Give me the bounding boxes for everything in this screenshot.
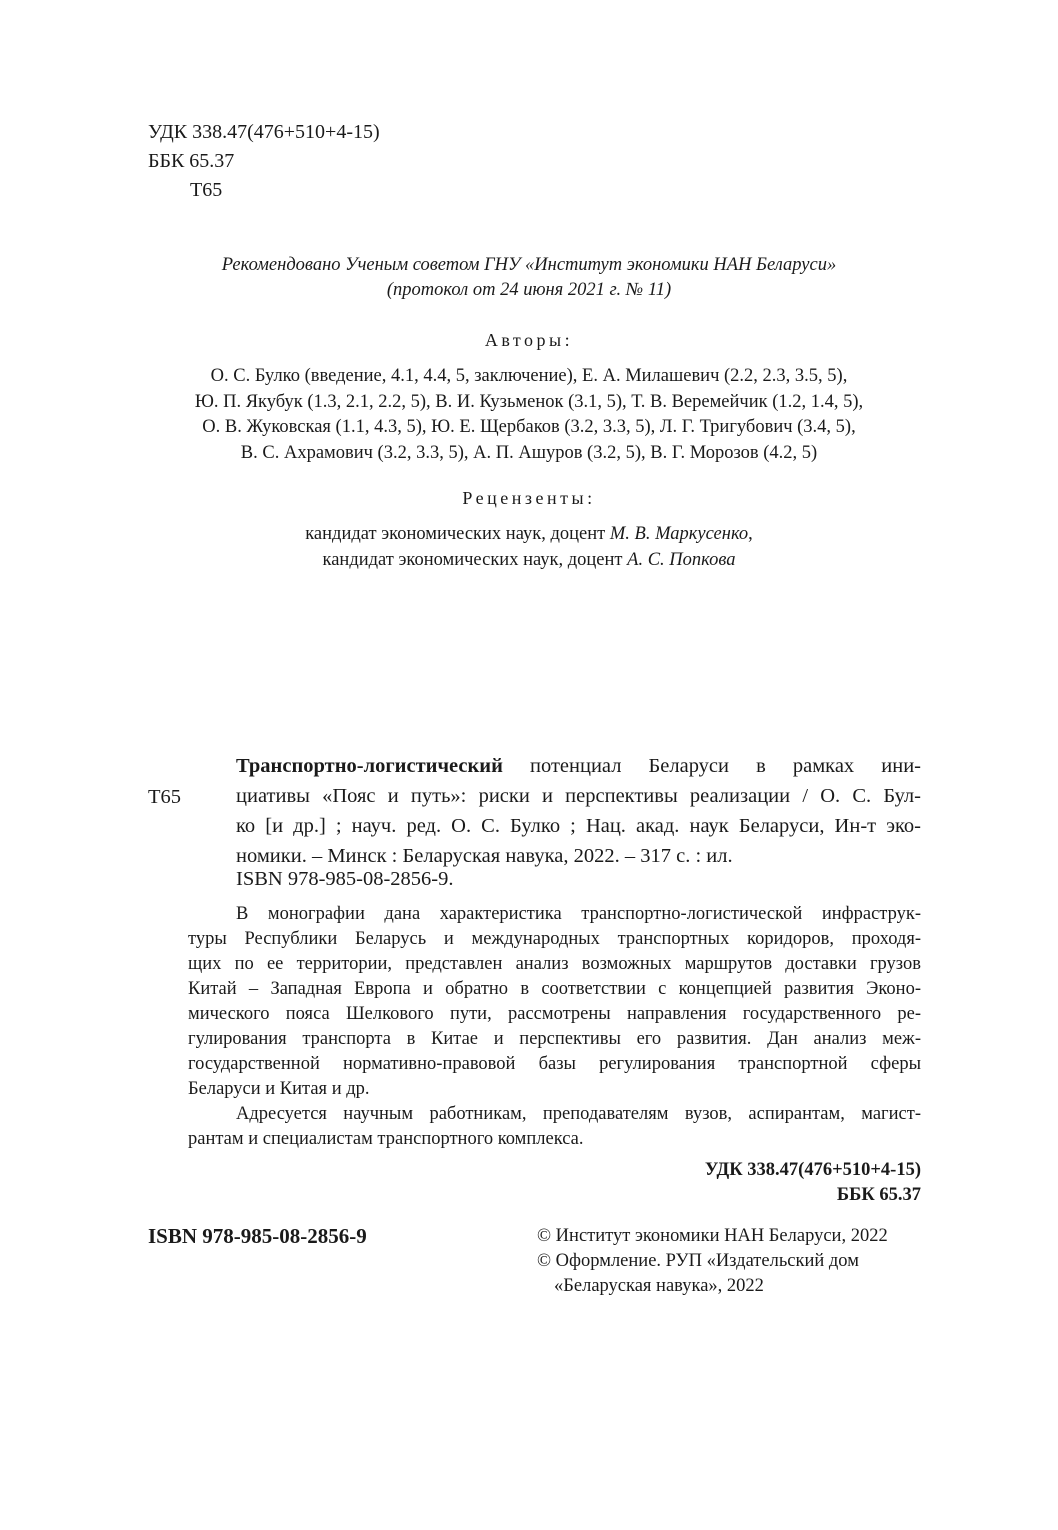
abstract-p1-line: Беларуси и Китая и др. xyxy=(188,1079,370,1099)
footer-bbk: ББК 65.37 xyxy=(836,1185,921,1205)
abstract-p2-line: Адресуется научным работникам, преподавателям вузов, аспирантам, магист- xyxy=(236,1104,921,1124)
authors-line-1: О. С. Булко (введение, 4.1, 4.4, 5, заключение), Е. А. Милашевич (2.2, 2.3, 3.5, 5), xyxy=(210,366,848,386)
footer-classification xyxy=(705,1158,921,1208)
bib-isbn: ISBN 978-985-08-2856-9. xyxy=(236,868,454,890)
abstract-p1-line: государственной нормативно-правовой базы регулирования транспортной сферы xyxy=(188,1054,921,1074)
abstract-p2-line: рантам и специалистам транспортного комплекса. xyxy=(188,1129,584,1149)
authors-line-3: О. В. Жуковская (1.1, 4.3, 5), Ю. Е. Щербаков (3.2, 3.3, 5), Л. Г. Тригубович (3.4, 5), xyxy=(202,417,856,437)
udk-code: УДК 338.47(476+510+4-15) xyxy=(148,121,380,143)
copyright-institute: © Институт экономики НАН Беларуси, 2022 xyxy=(537,1226,888,1246)
authors-heading: Авторы: xyxy=(484,330,574,350)
bib-line-1-rest: потенциал Беларуси в рамках ини- xyxy=(502,755,921,777)
abstract-p1-line: туры Республики Беларусь и международных транспортных коридоров, проходя- xyxy=(188,929,921,949)
recommendation-line-2: (протокол от 24 июня 2021 г. № 11) xyxy=(386,280,672,300)
reviewer-2 xyxy=(0,548,1058,574)
bib-author-mark: Т65 xyxy=(148,786,182,808)
abstract-p1-line: щих по ее территории, представлен анализ возможных маршрутов доставки грузов xyxy=(188,954,921,974)
author-mark: Т65 xyxy=(190,179,223,201)
copyright-block xyxy=(537,1224,888,1299)
footer-udk: УДК 338.47(476+510+4-15) xyxy=(704,1160,921,1180)
reviewer-1 xyxy=(0,522,1058,548)
classification-block xyxy=(148,118,380,205)
reviewers-list xyxy=(0,522,1058,573)
authors-line-4: В. С. Ахрамович (3.2, 3.3, 5), А. П. Ашуров (3.2, 5), В. Г. Морозов (4.2, 5) xyxy=(240,442,818,463)
reviewers-heading: Рецензенты: xyxy=(462,488,596,508)
bib-line-4: номики. – Минск : Беларуская навука, 2022. – 317 с. : ил. xyxy=(236,845,733,867)
abstract-p1-line: гулирования транспорта в Китае и перспективы его развития. Дан анализ меж- xyxy=(188,1029,921,1049)
footer-isbn: ISBN 978-985-08-2856-9 xyxy=(148,1224,367,1248)
bib-line-3: ко [и др.] ; науч. ред. О. С. Булко ; Нац. акад. наук Беларуси, Ин-т эко- xyxy=(236,815,921,837)
authors-line-2: Ю. П. Якубук (1.3, 2.1, 2.2, 5), В. И. Кузьменок (3.1, 5), Т. В. Веремейчик (1.2, 1.4, 5), xyxy=(194,391,864,412)
reviewer-1-title: кандидат экономических наук, доцент xyxy=(305,524,610,544)
bib-line-1 xyxy=(236,751,921,781)
abstract-p1-line: В монографии дана характеристика транспортно-логистической инфраструк- xyxy=(236,904,921,924)
abstract-p1-line: мического пояса Шелкового пути, рассмотрены направления государственного ре- xyxy=(188,1004,921,1024)
reviewer-1-sep: , xyxy=(748,524,753,544)
bib-line-2: циативы «Пояс и путь»: риски и перспективы реализации / О. С. Бул- xyxy=(236,785,921,807)
bib-title-bold: Транспортно-логистический xyxy=(236,755,503,777)
copyright-design: © Оформление. РУП «Издательский дом xyxy=(537,1251,859,1271)
abstract xyxy=(188,902,921,1152)
copyright-publisher: «Беларуская навука», 2022 xyxy=(554,1276,764,1296)
bbk-code: ББК 65.37 xyxy=(148,150,235,172)
reviewer-2-title: кандидат экономических наук, доцент xyxy=(322,549,628,570)
bibliographic-record xyxy=(236,751,921,871)
reviewer-2-name: А. С. Попкова xyxy=(627,549,736,570)
authors-list xyxy=(0,364,1058,466)
recommendation-line-1: Рекомендовано Ученым советом ГНУ «Институт экономики НАН Беларуси» xyxy=(221,255,837,275)
reviewer-1-name: М. В. Маркусенко xyxy=(609,524,749,544)
recommendation-note xyxy=(0,253,1058,303)
abstract-p1-line: Китай – Западная Европа и обратно в соответствии с концепцией развития Эконо- xyxy=(188,979,921,999)
